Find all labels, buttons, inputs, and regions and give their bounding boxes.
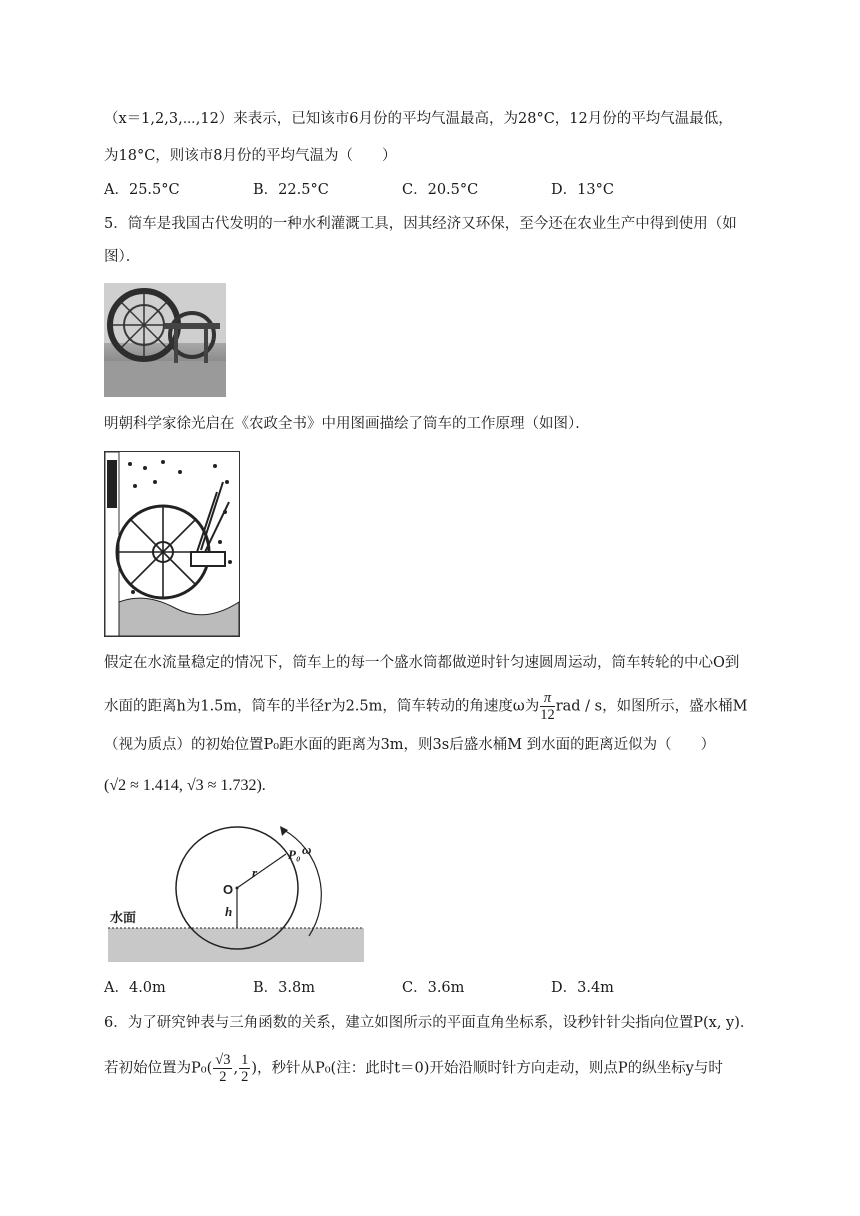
q6-line-2a: 若初始位置为P₀( xyxy=(104,1060,213,1077)
q5-paragraph-2 xyxy=(104,690,747,723)
q5-option-b: B．3.8m xyxy=(253,980,315,996)
q4-line-2: 为18°C，则该市8月份的平均气温为（ ） xyxy=(104,148,397,164)
q5-paragraph-2b: rad / s，如图所示，盛水桶M xyxy=(555,698,748,715)
q5-paragraph-1: 假定在水流量稳定的情况下，筒车上的每一个盛水筒都做逆时针匀速圆周运动，筒车转轮的中心O到 xyxy=(104,655,740,671)
q5-paragraph-3: （视为质点）的初始位置P₀距水面的距离为3m，则3s后盛水桶M 到水面的距离近似为（ ） xyxy=(104,737,716,753)
omega-fraction xyxy=(540,690,555,723)
q4-option-d: D．13°C xyxy=(551,182,614,198)
water-wheel-photo xyxy=(104,283,226,397)
omega-fraction-denominator: 12 xyxy=(540,707,555,723)
label-h: h xyxy=(225,904,233,919)
q4-line-1: （x＝1,2,3,⋯,12）来表示，已知该市6月份的平均气温最高，为28°C，12月份的平均气温最低， xyxy=(104,111,733,127)
label-o: O xyxy=(223,882,234,897)
q4-option-c: C．20.5°C xyxy=(402,182,479,198)
q5-option-c: C．3.6m xyxy=(402,980,465,996)
q5-paragraph-2a: 水面的距离h为1.5m，筒车的半径r为2.5m，筒车转动的角速度ω为 xyxy=(104,698,540,715)
omega-fraction-numerator: π xyxy=(540,690,555,707)
q5-option-d: D．3.4m xyxy=(551,980,614,996)
q5-paragraph-4: (√2 ≈ 1.414, √3 ≈ 1.732). xyxy=(104,777,266,794)
p0-x-numerator: √3 xyxy=(215,1052,231,1068)
p0-y-fraction xyxy=(239,1052,250,1085)
q6-line-1: 6．为了研究钟表与三角函数的关系，建立如图所示的平面直角坐标系，设秒针针尖指向位置P(x, y)． xyxy=(104,1015,755,1031)
q6-line-2: 若初始位置为P₀( $\frac{√3}{2}$ , $\frac{1}{2}$ )，秒针从P₀(注：此时t＝0)开始沿顺时针方向走动，则点P的纵坐标y与时 xyxy=(104,1052,723,1085)
label-omega: ω xyxy=(302,842,312,857)
p0-y-numerator: 1 xyxy=(241,1052,249,1068)
q5-caption: 明朝科学家徐光启在《农政全书》中用图画描绘了筒车的工作原理（如图）． xyxy=(104,416,590,432)
q5-line-1: 5．筒车是我国古代发明的一种水利灌溉工具，因其经济又环保，至今还在农业生产中得到使用（如 xyxy=(104,216,737,232)
label-p0: P₀ xyxy=(288,847,301,862)
water-wheel-diagram xyxy=(104,824,366,966)
ancient-water-wheel-drawing xyxy=(104,451,240,637)
label-water-surface: 水面 xyxy=(110,911,137,926)
label-r: r xyxy=(252,865,258,880)
p0-y-denominator: 2 xyxy=(241,1069,249,1085)
q5-line-2: 图）． xyxy=(104,249,141,265)
p0-x-denominator: 2 xyxy=(219,1069,227,1085)
q6-line-2b: )，秒针从P₀(注：此时t＝0)开始沿顺时针方向走动，则点P的纵坐标y与时 xyxy=(251,1060,723,1077)
q4-option-b: B．22.5°C xyxy=(253,182,329,198)
p0-x-fraction xyxy=(213,1052,232,1085)
q5-option-a: A．4.0m xyxy=(104,980,166,996)
q4-option-a: A．25.5°C xyxy=(104,182,180,198)
